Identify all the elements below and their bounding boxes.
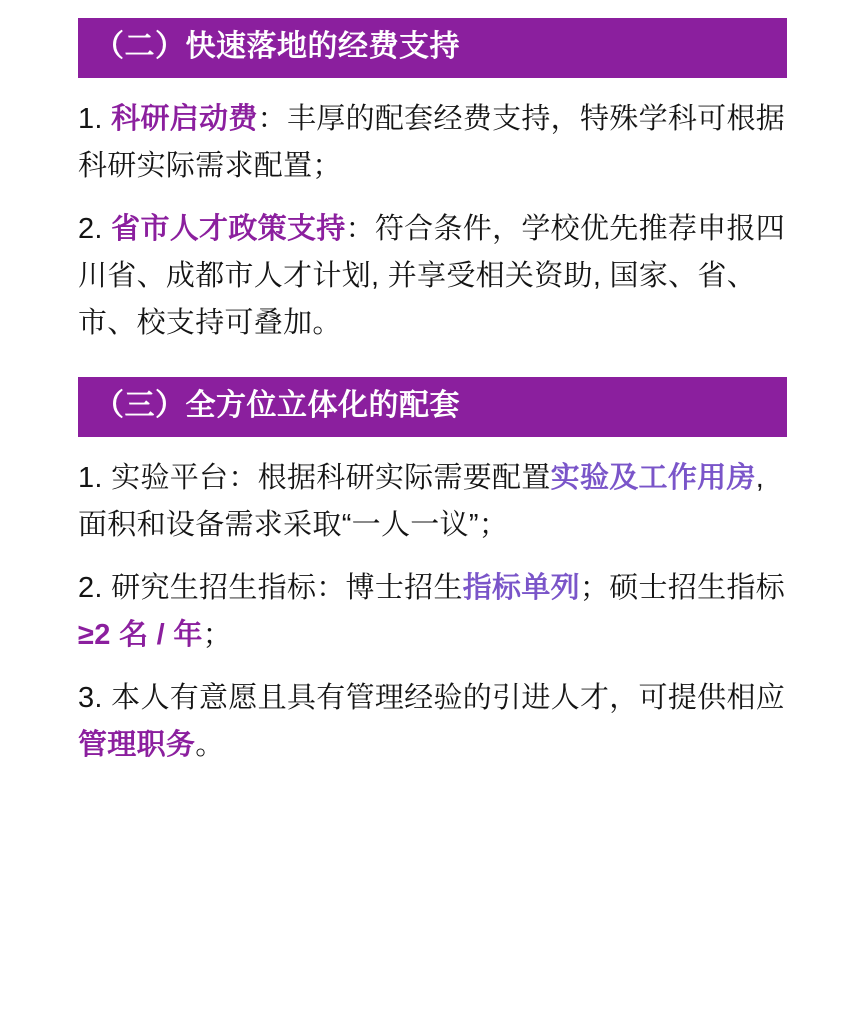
text-run: 1. 实验平台：根据科研实际需要配置 [78, 461, 551, 494]
text-run: 2. [78, 212, 112, 245]
section-header-funding-support: （二）快速落地的经费支持 [78, 18, 787, 78]
text-run: ；硕士招生指标 [579, 571, 786, 604]
highlighted-term: 科研启动费 [111, 103, 258, 135]
highlighted-term: ≥2 名 / 年 [78, 618, 203, 651]
text-run: ； [202, 618, 232, 651]
text-run: , 面积和设备需求采取“一人一议”； [78, 461, 765, 541]
text-run: ：符合条件，学校优先推荐申报四川省、成都市人才计划, 并享受相关资助, 国家、省、市、校支持可叠加。 [78, 212, 786, 339]
paragraph-research-startup-fund [78, 96, 787, 190]
section-comprehensive-support [78, 377, 787, 769]
text-run: 3. 本人有意愿且具有管理经验的引进人才，可提供相应 [78, 681, 786, 714]
paragraph-provincial-talent-policy [78, 206, 787, 347]
section-gap [78, 347, 787, 377]
section-body-funding-support [78, 96, 787, 347]
paragraph-management-position [78, 675, 787, 769]
paragraph-graduate-enrollment-quota [78, 565, 787, 659]
highlighted-term-secondary: 指标单列 [462, 571, 580, 604]
highlighted-term: 省市人才政策支持 [111, 212, 346, 245]
text-run: 。 [195, 728, 225, 761]
text-run: ：丰厚的配套经费支持，特殊学科可根据科研实际需求配置； [78, 103, 786, 182]
text-run: 2. 研究生招生指标：博士招生 [78, 571, 463, 604]
text-run: 1. [78, 103, 112, 135]
paragraph-lab-platform [78, 455, 787, 549]
section-body-comprehensive-support [78, 455, 787, 769]
section-funding-support [78, 18, 787, 347]
highlighted-term: 管理职务 [78, 728, 196, 761]
section-header-comprehensive-support: （三）全方位立体化的配套 [78, 377, 787, 437]
bottom-spacer [78, 769, 787, 775]
highlighted-term-secondary: 实验及工作用房 [550, 461, 756, 494]
